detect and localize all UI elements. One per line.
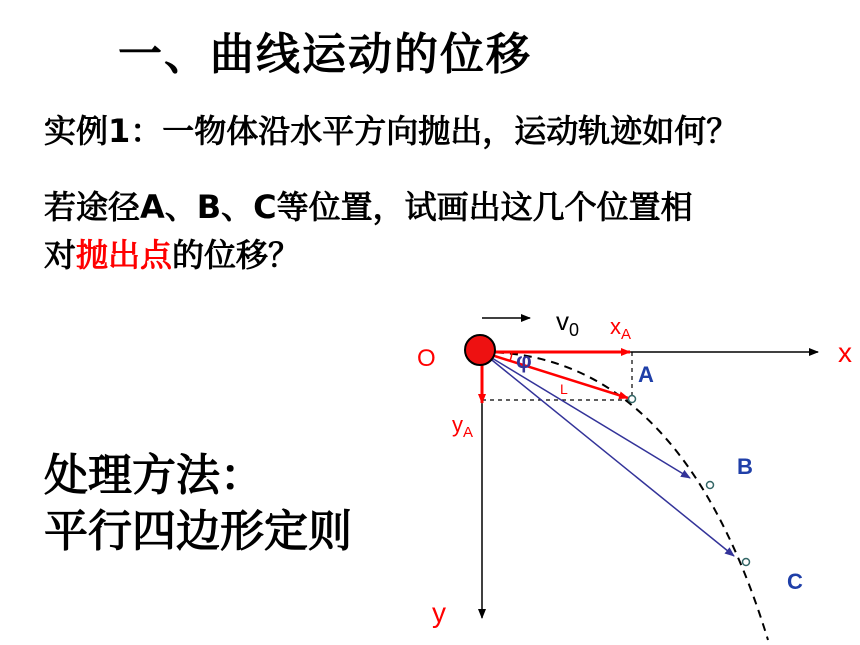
projectile-ball: [465, 335, 495, 365]
origin-label: O: [417, 345, 436, 372]
point-b-dot: [707, 482, 714, 489]
method-label: 处理方法：: [44, 450, 264, 501]
velocity-label: $v_0$: [556, 306, 580, 340]
example-text: 实例1：一物体沿水平方向抛出，运动轨迹如何？: [44, 112, 739, 150]
question-suffix: 的位移？: [172, 236, 301, 274]
displacement-label: L: [560, 381, 568, 397]
y-axis-label: y: [432, 597, 446, 628]
point-b-label: B: [737, 454, 753, 479]
ya-label: $y_A$: [452, 412, 474, 441]
angle-phi-label: φ: [516, 348, 532, 373]
point-c-dot: [743, 559, 750, 566]
method-value: 平行四边形定则: [44, 506, 352, 557]
xa-label: $x_A$: [610, 314, 632, 343]
question-prefix: 对: [44, 236, 77, 274]
displacement-arrow-c: [482, 352, 734, 556]
displacement-arrow-a: [482, 352, 628, 398]
slide-title: 一、曲线运动的位移: [118, 29, 532, 80]
displacement-arrow-b: [482, 352, 690, 478]
point-a-dot: [629, 396, 636, 403]
x-axis-label: x: [838, 337, 852, 368]
point-a-label: A: [638, 362, 654, 387]
throw-point-highlight: 抛出点: [76, 236, 173, 274]
question-text-line1: 若途径A、B、C等位置，试画出这几个位置相: [44, 188, 693, 226]
trajectory-curve: [482, 352, 768, 640]
point-c-label: C: [787, 569, 803, 594]
